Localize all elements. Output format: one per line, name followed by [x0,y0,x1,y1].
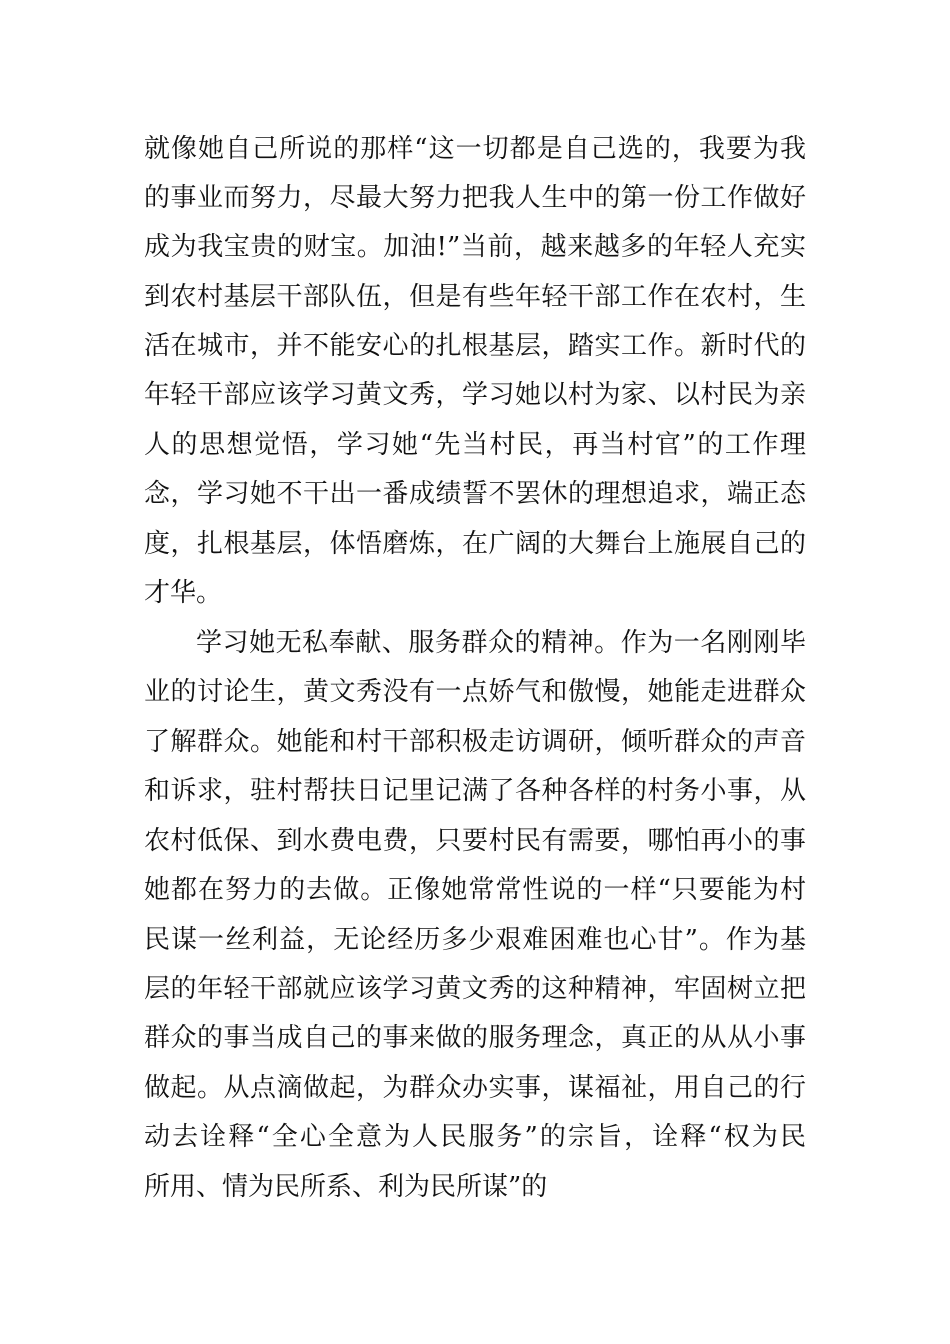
text-line [0,920,950,960]
text-line [0,1018,950,1058]
text-line-content: 就像她自己所说的那样“这一切都是自己选的，我要为我 [144,134,806,164]
text-line [0,722,950,762]
text-line [0,524,950,564]
text-line [0,870,950,910]
text-line [0,672,950,712]
text-line-content: 人的思想觉悟，学习她“先当村民，再当村官”的工作理 [144,430,806,460]
text-line-content: 的事业而努力，尽最大努力把我人生中的第一份工作做好 [144,183,806,213]
text-line-content: 念，学习她不干出一番成绩誓不罢休的理想追求，端正态 [144,479,806,509]
text-line-content: 年轻干部应该学习黄文秀，学习她以村为家、以村民为亲 [144,380,806,410]
text-line-content: 学习她无私奉献、服务群众的精神。作为一名刚刚毕 [196,628,806,658]
text-line [0,326,950,366]
text-line-content: 才华。 [144,578,223,608]
text-line [0,969,950,1009]
text-line-content: 了解群众。她能和村干部积极走访调研，倾听群众的声音 [144,727,806,757]
text-line [0,227,950,267]
text-line [0,623,950,663]
text-line-content: 她都在努力的去做。正像她常常性说的一样“只要能为村 [144,875,806,905]
text-line-content: 成为我宝贵的财宝。加油!”当前，越来越多的年轻人充实 [144,232,806,262]
text-line [0,129,950,169]
text-line [0,1068,950,1108]
text-line [0,1117,950,1157]
text-line-content: 动去诠释“全心全意为人民服务”的宗旨，诠释“权为民 [144,1122,806,1152]
text-line [0,1167,950,1207]
text-line [0,771,950,811]
text-line [0,821,950,861]
text-line-content: 所用、情为民所系、利为民所谋”的 [144,1172,548,1202]
text-line [0,425,950,465]
text-line-content: 层的年轻干部就应该学习黄文秀的这种精神，牢固树立把 [144,974,806,1004]
text-line [0,573,950,613]
text-line-content: 群众的事当成自己的事来做的服务理念，真正的从从小事 [144,1023,806,1053]
text-line [0,178,950,218]
text-line-content: 和诉求，驻村帮扶日记里记满了各种各样的村务小事，从 [144,776,806,806]
text-line [0,375,950,415]
text-line [0,277,950,317]
text-line-content: 做起。从点滴做起，为群众办实事，谋福祉，用自己的行 [144,1073,806,1103]
text-line-content: 业的讨论生，黄文秀没有一点娇气和傲慢，她能走进群众 [144,677,806,707]
text-line-content: 农村低保、到水费电费，只要村民有需要，哪怕再小的事 [144,826,806,856]
text-line-content: 到农村基层干部队伍，但是有些年轻干部工作在农村，生 [144,282,806,312]
text-line-content: 民谋一丝利益，无论经历多少艰难困难也心甘”。作为基 [144,925,806,955]
text-line [0,474,950,514]
text-line-content: 活在城市，并不能安心的扎根基层，踏实工作。新时代的 [144,331,806,361]
text-line-content: 度，扎根基层，体悟磨炼，在广阔的大舞台上施展自己的 [144,529,806,559]
